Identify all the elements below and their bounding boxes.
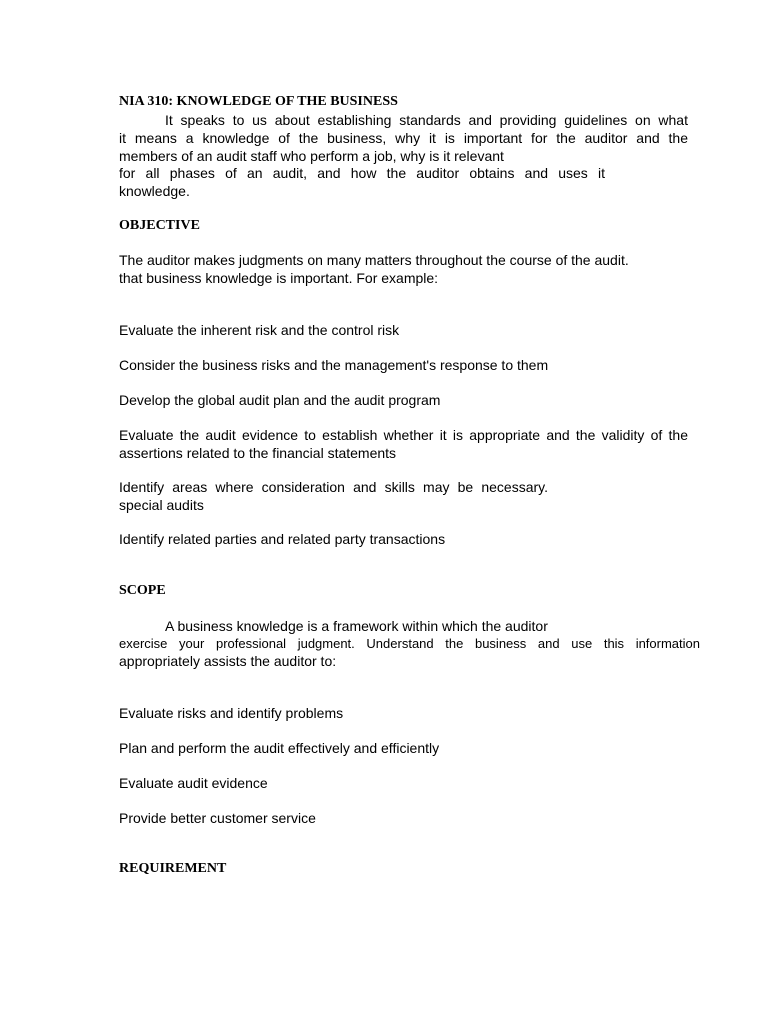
scope-item-4: Provide better customer service: [119, 810, 316, 826]
objective-item-5-continued: special audits: [119, 497, 204, 513]
scope-heading: SCOPE: [119, 583, 166, 598]
scope-item-2: Plan and perform the audit effectively and efficiently: [119, 740, 440, 756]
objective-item-5: Identify areas where consideration and skills may be necessary.: [119, 479, 548, 495]
objective-item-2: Consider the business risks and the management's response to them: [119, 357, 549, 373]
scope-line-3: appropriately assists the auditor to:: [119, 653, 337, 669]
requirement-heading: REQUIREMENT: [119, 861, 227, 876]
intro-line-4: for all phases of an audit, and how the auditor obtains and uses it: [119, 165, 605, 181]
objective-item-3: Develop the global audit plan and the audit program: [119, 392, 441, 408]
intro-line-5: knowledge.: [119, 183, 190, 199]
objective-item-4-continued: assertions related to the financial statements: [119, 445, 397, 461]
objective-item-6: Identify related parties and related party transactions: [119, 531, 446, 547]
scope-item-3: Evaluate audit evidence: [119, 775, 268, 791]
scope-item-1: Evaluate risks and identify problems: [119, 705, 344, 721]
intro-line-2: it means a knowledge of the business, why it is important for the auditor and the: [119, 130, 688, 146]
intro-line-1: It speaks to us about establishing standards and providing guidelines on what: [165, 112, 688, 128]
objective-item-4: Evaluate the audit evidence to establish whether it is appropriate and the validity of the: [119, 427, 688, 443]
objective-item-1: Evaluate the inherent risk and the control risk: [119, 322, 400, 338]
document-title: NIA 310: KNOWLEDGE OF THE BUSINESS: [119, 94, 398, 109]
scope-line-1: A business knowledge is a framework within which the auditor: [165, 618, 548, 634]
objective-line-1: The auditor makes judgments on many matters throughout the course of the audit.: [119, 252, 629, 268]
intro-line-3: members of an audit staff who perform a job, why is it relevant: [119, 148, 504, 164]
objective-line-2: that business knowledge is important. For example:: [119, 270, 439, 286]
scope-line-2: exercise your professional judgment. Understand the business and use this information: [119, 636, 700, 651]
objective-heading: OBJECTIVE: [119, 218, 200, 233]
